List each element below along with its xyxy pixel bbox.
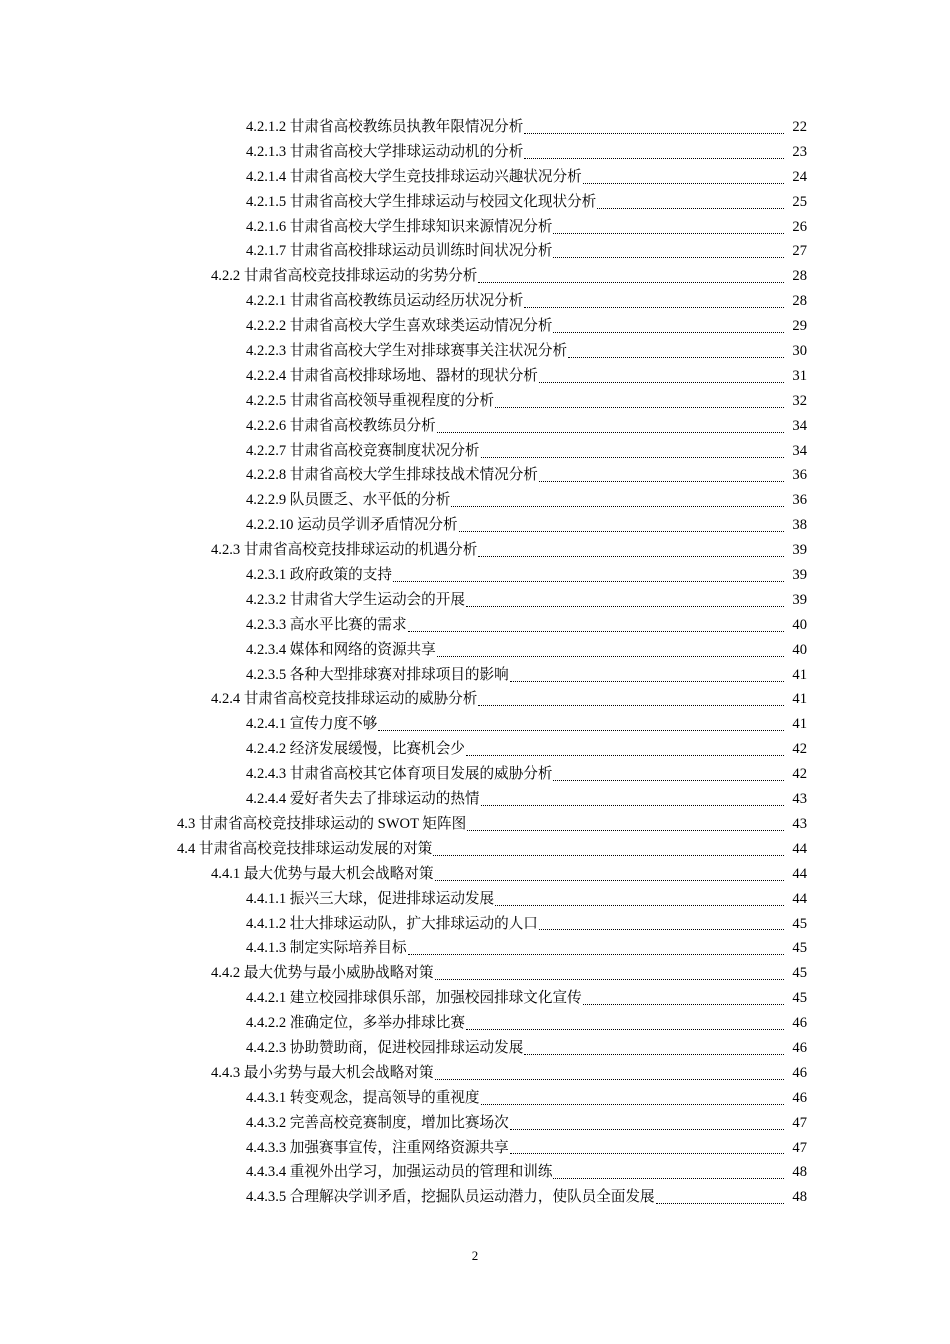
toc-entry-title: 4.2.3.5 各种大型排球赛对排球项目的影响	[246, 666, 509, 683]
toc-entry-page: 30	[792, 343, 807, 360]
toc-entry-page: 26	[792, 218, 807, 235]
toc-dot-leader	[524, 158, 784, 159]
toc-dot-leader	[597, 208, 784, 209]
toc-entry[interactable]	[246, 638, 807, 663]
toc-entry-page: 46	[792, 1089, 807, 1106]
toc-entry-title: 4.4.1.1 振兴三大球，促进排球运动发展	[246, 890, 495, 907]
toc-dot-leader	[378, 730, 784, 731]
toc-entry[interactable]	[246, 1136, 807, 1161]
toc-entry[interactable]	[246, 563, 807, 588]
toc-entry-page: 38	[792, 517, 807, 534]
toc-entry-title: 4.2.1.5 甘肃省高校大学生排球运动与校园文化现状分析	[246, 193, 597, 210]
toc-entry[interactable]	[246, 1086, 807, 1111]
toc-entry-page: 27	[792, 243, 807, 260]
toc-entry-title: 4.2.4.4 爱好者失去了排球运动的热情	[246, 791, 480, 808]
toc-dot-leader	[524, 133, 784, 134]
toc-entry[interactable]	[246, 488, 807, 513]
toc-entry-title: 4.2.1.2 甘肃省高校教练员执教年限情况分析	[246, 119, 524, 135]
toc-entry[interactable]	[246, 215, 807, 240]
toc-entry-title: 4.4.1.2 壮大排球运动队，扩大排球运动的人口	[246, 915, 538, 932]
toc-entry-page: 28	[792, 268, 807, 285]
toc-entry-page: 45	[792, 965, 807, 982]
toc-dot-leader	[495, 407, 784, 408]
toc-dot-leader	[467, 830, 784, 831]
toc-entry-page: 40	[792, 641, 807, 658]
toc-dot-leader	[435, 880, 784, 881]
toc-entry-title: 4.2.2.1 甘肃省高校教练员运动经历状况分析	[246, 293, 524, 310]
toc-entry-title: 4.2.4.3 甘肃省高校其它体育项目发展的威胁分析	[246, 766, 553, 783]
toc-dot-leader	[451, 506, 784, 507]
toc-entry-page: 45	[792, 990, 807, 1007]
toc-entry-title: 4.4.3 最小劣势与最大机会战略对策	[211, 1064, 434, 1081]
toc-dot-leader	[408, 954, 784, 955]
toc-entry-page: 25	[792, 193, 807, 210]
toc-dot-leader	[481, 805, 784, 806]
toc-entry[interactable]	[246, 165, 807, 190]
toc-entry-title: 4.2.1.6 甘肃省高校大学生排球知识来源情况分析	[246, 218, 553, 235]
toc-entry-page: 44	[792, 890, 807, 907]
toc-entry-title: 4.2.3 甘肃省高校竞技排球运动的机遇分析	[211, 542, 478, 559]
toc-dot-leader	[435, 979, 784, 980]
toc-entry-page: 34	[792, 417, 807, 434]
toc-dot-leader	[466, 1029, 784, 1030]
toc-entry-title: 4.2.2.6 甘肃省高校教练员分析	[246, 417, 436, 434]
toc-dot-leader	[524, 1054, 784, 1055]
toc-dot-leader	[466, 755, 784, 756]
toc-entry-title: 4.2.3.4 媒体和网络的资源共享	[246, 641, 436, 658]
toc-dot-leader	[553, 780, 784, 781]
toc-dot-leader	[553, 1178, 784, 1179]
toc-entry-page: 31	[792, 367, 807, 384]
toc-entry-title: 4.4.3.3 加强赛事宣传，注重网络资源共享	[246, 1139, 509, 1156]
toc-entry-title: 4.4.1.3 制定实际培养目标	[246, 940, 407, 957]
toc-entry[interactable]	[246, 190, 807, 215]
toc-entry-page: 36	[792, 492, 807, 509]
toc-dot-leader	[583, 1004, 784, 1005]
toc-dot-leader	[539, 481, 784, 482]
toc-entry[interactable]	[246, 1160, 807, 1185]
toc-entry-page: 43	[792, 815, 807, 832]
toc-dot-leader	[583, 183, 784, 184]
toc-entry-title: 4.4.2 最大优势与最小威胁战略对策	[211, 965, 434, 982]
toc-entry[interactable]	[246, 737, 807, 762]
toc-entry-title: 4.2.1.4 甘肃省高校大学生竞技排球运动兴趣状况分析	[246, 168, 582, 185]
toc-entry-title: 4.4.2.1 建立校园排球俱乐部，加强校园排球文化宣传	[246, 990, 582, 1007]
toc-dot-leader	[478, 556, 784, 557]
toc-entry-page: 40	[792, 616, 807, 633]
toc-entry-title: 4.2.2.5 甘肃省高校领导重视程度的分析	[246, 392, 495, 409]
toc-dot-leader	[433, 855, 784, 856]
toc-entry-page: 41	[792, 716, 807, 733]
toc-entry[interactable]	[246, 912, 807, 937]
toc-dot-leader	[466, 606, 784, 607]
toc-entry-page: 47	[792, 1114, 807, 1131]
toc-entry[interactable]	[177, 837, 807, 862]
toc-entry-title: 4.2.4 甘肃省高校竞技排球运动的威胁分析	[211, 691, 478, 708]
toc-entry-title: 4.4.3.1 转变观念，提高领导的重视度	[246, 1089, 480, 1106]
toc-dot-leader	[510, 1153, 784, 1154]
toc-dot-leader	[437, 656, 784, 657]
toc-dot-leader	[495, 905, 784, 906]
toc-entry[interactable]	[177, 812, 807, 837]
toc-entry-title: 4.4.2.3 协助赞助商，促进校园排球运动发展	[246, 1039, 524, 1056]
toc-entry[interactable]	[246, 887, 807, 912]
toc-entry[interactable]	[246, 986, 807, 1011]
toc-entry-title: 4.2.2.9 队员匮乏、水平低的分析	[246, 492, 451, 509]
toc-dot-leader	[393, 581, 784, 582]
toc-entry-page: 22	[792, 119, 807, 135]
toc-entry-title: 4.4.1 最大优势与最大机会战略对策	[211, 865, 434, 882]
toc-entry-title: 4.3 甘肃省高校竞技排球运动的 SWOT 矩阵图	[177, 815, 467, 832]
toc-entry-page: 42	[792, 741, 807, 758]
toc-entry-title: 4.4.3.5 合理解决学训矛盾，挖掘队员运动潜力，使队员全面发展	[246, 1189, 655, 1206]
toc-entry[interactable]	[211, 961, 807, 986]
toc-dot-leader	[435, 1079, 784, 1080]
toc-entry[interactable]	[246, 1011, 807, 1036]
toc-entry[interactable]	[246, 140, 807, 165]
toc-dot-leader	[481, 1104, 784, 1105]
toc-entry-title: 4.2.2.4 甘肃省高校排球场地、器材的现状分析	[246, 367, 538, 384]
table-of-contents	[0, 115, 950, 1210]
toc-entry-page: 44	[792, 865, 807, 882]
toc-entry[interactable]	[211, 687, 807, 712]
toc-entry-title: 4.4.2.2 准确定位，多举办排球比赛	[246, 1015, 465, 1032]
toc-entry[interactable]	[246, 463, 807, 488]
toc-dot-leader	[524, 307, 784, 308]
toc-entry-title: 4.2.3.2 甘肃省大学生运动会的开展	[246, 591, 465, 608]
toc-entry-page: 39	[792, 542, 807, 559]
toc-entry[interactable]	[246, 314, 807, 339]
toc-dot-leader	[408, 631, 784, 632]
toc-entry-page: 45	[792, 915, 807, 932]
toc-entry[interactable]	[246, 239, 807, 264]
toc-entry-page: 46	[792, 1015, 807, 1032]
page-number: 2	[471, 1248, 479, 1263]
toc-entry[interactable]	[246, 1185, 807, 1210]
toc-entry-page: 42	[792, 766, 807, 783]
toc-entry-page: 29	[792, 318, 807, 335]
toc-entry-title: 4.4.3.4 重视外出学习，加强运动员的管理和训练	[246, 1164, 553, 1181]
toc-entry[interactable]	[246, 588, 807, 613]
toc-entry-title: 4.2.1.7 甘肃省高校排球运动员训练时间状况分析	[246, 243, 553, 260]
toc-entry-page: 47	[792, 1139, 807, 1156]
toc-entry[interactable]	[246, 663, 807, 688]
toc-entry-title: 4.4 甘肃省高校竞技排球运动发展的对策	[177, 840, 433, 857]
toc-entry[interactable]	[246, 787, 807, 812]
toc-dot-leader	[510, 1129, 784, 1130]
toc-entry[interactable]	[246, 439, 807, 464]
toc-entry-title: 4.2.2.7 甘肃省高校竞赛制度状况分析	[246, 442, 480, 459]
toc-entry-page: 43	[792, 791, 807, 808]
toc-entry[interactable]	[246, 613, 807, 638]
toc-entry[interactable]	[246, 414, 807, 439]
toc-entry[interactable]	[211, 538, 807, 563]
toc-entry-page: 46	[792, 1064, 807, 1081]
toc-entry-page: 41	[792, 666, 807, 683]
toc-dot-leader	[478, 282, 784, 283]
toc-entry-title: 4.2.2 甘肃省高校竞技排球运动的劣势分析	[211, 268, 478, 285]
toc-entry[interactable]	[211, 1061, 807, 1086]
toc-entry-page: 41	[792, 691, 807, 708]
toc-entry[interactable]	[246, 712, 807, 737]
toc-entry-page: 44	[792, 840, 807, 857]
toc-entry-title: 4.2.3.1 政府政策的支持	[246, 567, 392, 584]
toc-entry-title: 4.2.3.3 高水平比赛的需求	[246, 616, 407, 633]
toc-entry[interactable]	[246, 762, 807, 787]
toc-entry[interactable]	[246, 1111, 807, 1136]
toc-entry-title: 4.2.2.3 甘肃省高校大学生对排球赛事关注状况分析	[246, 343, 568, 360]
toc-entry[interactable]	[246, 115, 807, 140]
toc-dot-leader	[568, 357, 784, 358]
toc-entry-title: 4.4.3.2 完善高校竞赛制度，增加比赛场次	[246, 1114, 509, 1131]
toc-entry[interactable]	[246, 339, 807, 364]
toc-dot-leader	[539, 929, 784, 930]
toc-entry-page: 45	[792, 940, 807, 957]
toc-entry[interactable]	[246, 289, 807, 314]
toc-dot-leader	[553, 332, 784, 333]
toc-entry-page: 23	[792, 143, 807, 160]
toc-dot-leader	[553, 257, 784, 258]
toc-entry[interactable]	[246, 364, 807, 389]
toc-entry-title: 4.2.2.10 运动员学训矛盾情况分析	[246, 517, 458, 534]
toc-entry[interactable]	[246, 513, 807, 538]
toc-entry-page: 46	[792, 1039, 807, 1056]
toc-entry[interactable]	[211, 862, 807, 887]
toc-entry[interactable]	[211, 264, 807, 289]
toc-dot-leader	[437, 432, 784, 433]
toc-entry-page: 28	[792, 293, 807, 310]
toc-entry-title: 4.2.4.1 宣传力度不够	[246, 716, 378, 733]
toc-dot-leader	[656, 1203, 784, 1204]
toc-entry-page: 48	[792, 1164, 807, 1181]
toc-entry-page: 32	[792, 392, 807, 409]
toc-entry[interactable]	[246, 936, 807, 961]
toc-entry-page: 39	[792, 591, 807, 608]
toc-dot-leader	[539, 382, 784, 383]
toc-entry-title: 4.2.4.2 经济发展缓慢，比赛机会少	[246, 741, 465, 758]
toc-entry-page: 48	[792, 1189, 807, 1206]
toc-dot-leader	[478, 705, 784, 706]
toc-entry-page: 24	[792, 168, 807, 185]
toc-entry[interactable]	[246, 389, 807, 414]
toc-dot-leader	[459, 531, 784, 532]
toc-entry[interactable]	[246, 1036, 807, 1061]
toc-dot-leader	[481, 457, 784, 458]
toc-entry-title: 4.2.2.8 甘肃省高校大学生排球技战术情况分析	[246, 467, 538, 484]
toc-entry-page: 34	[792, 442, 807, 459]
toc-dot-leader	[553, 233, 784, 234]
toc-entry-page: 39	[792, 567, 807, 584]
toc-entry-title: 4.2.2.2 甘肃省高校大学生喜欢球类运动情况分析	[246, 318, 553, 335]
toc-entry-page: 36	[792, 467, 807, 484]
toc-entry-title: 4.2.1.3 甘肃省高校大学排球运动动机的分析	[246, 143, 524, 160]
toc-dot-leader	[510, 681, 784, 682]
